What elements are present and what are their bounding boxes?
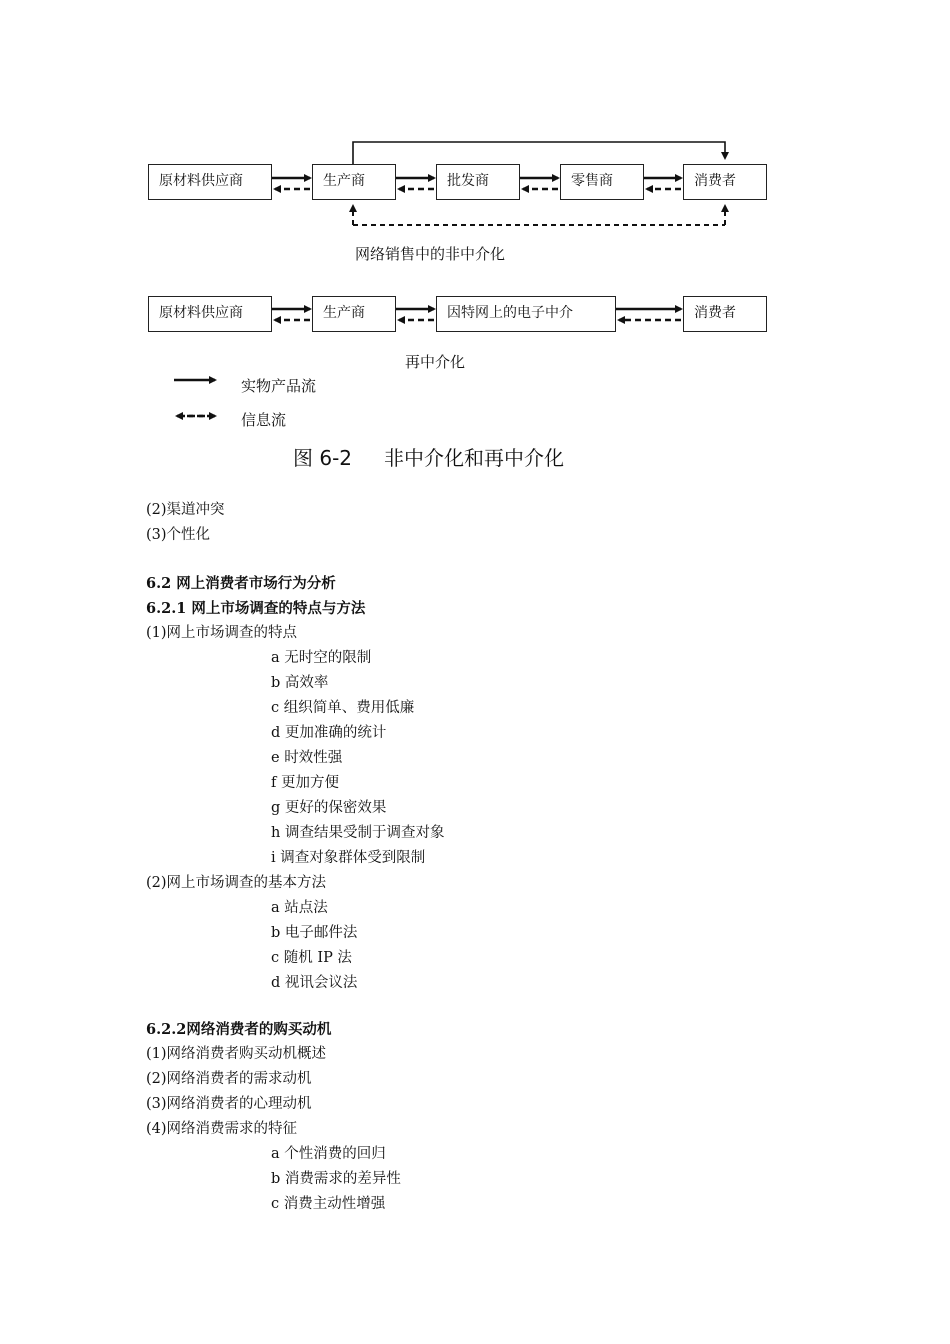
list-item: c 组织简单、费用低廉: [271, 700, 415, 716]
list-item: (4)网络消费需求的特征: [146, 1121, 298, 1137]
section-heading: 6.2.1 网上市场调查的特点与方法: [146, 600, 366, 617]
list-item: (1)网上市场调查的特点: [146, 625, 298, 641]
box-internet-intermediary: 因特网上的电子中介: [436, 296, 616, 332]
list-item: (1)网络消费者购买动机概述: [146, 1046, 327, 1062]
list-item: c 随机 IP 法: [271, 950, 352, 966]
figure-caption: [293, 442, 564, 471]
list-item: a 个性消费的回归: [271, 1146, 386, 1162]
diagram1-caption: 网络销售中的非中介化: [355, 245, 506, 263]
list-item: a 无时空的限制: [271, 650, 372, 666]
list-item: h 调查结果受制于调查对象: [271, 825, 445, 841]
legend-arrows: [174, 380, 215, 416]
list-item: (2)渠道冲突: [146, 502, 225, 518]
list-item: (3)网络消费者的心理动机: [146, 1096, 312, 1112]
list-item: c 消费主动性增强: [271, 1196, 386, 1212]
list-item: e 时效性强: [271, 750, 343, 766]
diagram2-caption: 再中介化: [405, 353, 466, 371]
box-raw-material-supplier-2: 原材料供应商: [148, 296, 272, 332]
list-item: b 高效率: [271, 675, 329, 691]
list-item: (3)个性化: [146, 527, 211, 543]
list-item: (2)网络消费者的需求动机: [146, 1071, 312, 1087]
list-item: d 更加准确的统计: [271, 725, 387, 741]
box-producer-2: 生产商: [312, 296, 396, 332]
list-item: f 更加方便: [271, 775, 339, 791]
box-wholesaler: 批发商: [436, 164, 520, 200]
bypass-solid-arrow: [353, 142, 725, 164]
figure-title: 非中介化和再中介化: [384, 446, 565, 470]
section-heading: 6.2.2网络消费者的购买动机: [146, 1021, 332, 1038]
list-item: i 调查对象群体受到限制: [271, 850, 426, 866]
list-item: b 电子邮件法: [271, 925, 358, 941]
legend-dashed-label: 信息流: [241, 411, 287, 429]
figure-number: 图 6-2: [293, 446, 353, 470]
figure-6-2: [0, 0, 950, 480]
box-consumer-2: 消费者: [683, 296, 767, 332]
legend-solid-label: 实物产品流: [241, 377, 317, 395]
list-item: g 更好的保密效果: [271, 800, 387, 816]
box-consumer: 消费者: [683, 164, 767, 200]
list-item: a 站点法: [271, 900, 328, 916]
list-item: b 消费需求的差异性: [271, 1171, 401, 1187]
box-raw-material-supplier: 原材料供应商: [148, 164, 272, 200]
bypass-dashed-arrow: [353, 206, 725, 225]
list-item: (2)网上市场调查的基本方法: [146, 875, 327, 891]
box-producer: 生产商: [312, 164, 396, 200]
diagram-arrows: [0, 0, 950, 480]
box-retailer: 零售商: [560, 164, 644, 200]
section-heading: 6.2 网上消费者市场行为分析: [146, 575, 336, 592]
list-item: d 视讯会议法: [271, 975, 358, 991]
